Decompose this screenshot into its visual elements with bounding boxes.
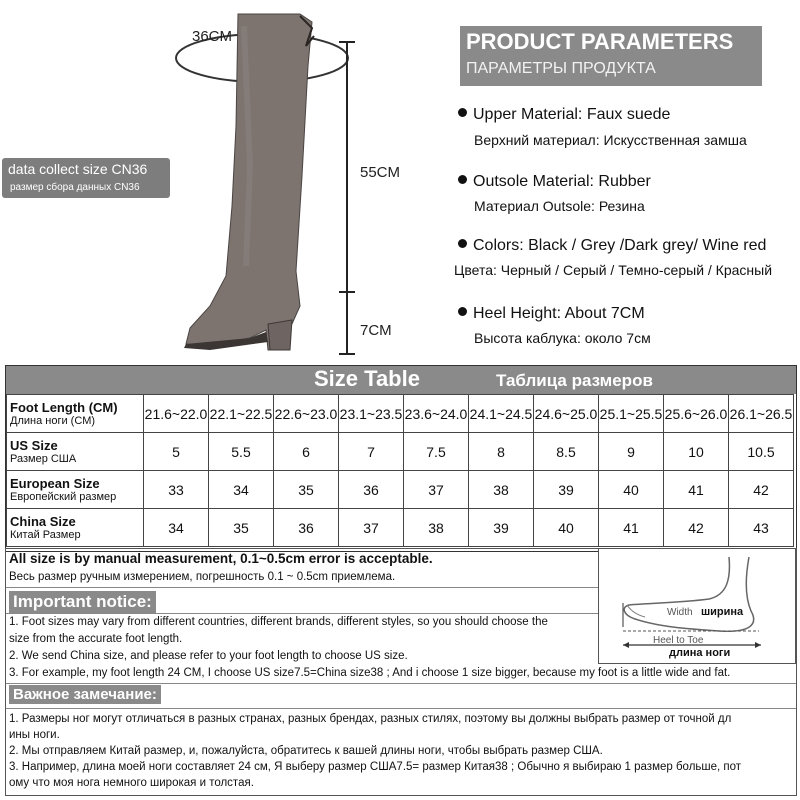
important-notice-banner-ru: Важное замечание: [9, 685, 161, 704]
table-cell: 5.5 [209, 433, 274, 471]
size-table [5, 365, 797, 552]
table-cell: 26.1~26.5 [729, 395, 794, 433]
measurement-note-ru: Весь размер ручным измерением, погрешность 0.1 ~ 0.5cm приемлема. [9, 571, 396, 583]
table-cell: 25.6~26.0 [664, 395, 729, 433]
bullet-icon [458, 175, 467, 184]
table-cell: 7 [339, 433, 404, 471]
table-cell: 43 [729, 509, 794, 547]
param-heel-height: Heel Height: About 7CM [458, 305, 645, 323]
table-row [7, 395, 794, 433]
table-row [7, 433, 794, 471]
table-cell: 25.1~25.5 [599, 395, 664, 433]
shaft-height-label: 55CM [360, 164, 401, 181]
size-table-title-ru: Таблица размеров [496, 371, 653, 390]
width-label-en: Width [667, 607, 693, 618]
param-outsole-material: Outsole Material: Rubber [458, 173, 651, 191]
notice-line-en-3: 2. We send China size, and please refer to your foot length to choose US size. [9, 650, 408, 662]
table-cell: 22.1~22.5 [209, 395, 274, 433]
notice-line-en-1: 1. Foot sizes may vary from different countries, different brands, different styles, so you should choose the [9, 616, 548, 628]
table-row [7, 471, 794, 509]
table-cell: 8 [469, 433, 534, 471]
measurement-note-en: All size is by manual measurement, 0.1~0.5cm error is acceptable. [9, 551, 433, 566]
table-cell: 40 [599, 471, 664, 509]
table-cell: 22.6~23.0 [274, 395, 339, 433]
row-header: European Size Европейский размер [7, 471, 144, 509]
heel-height-label: 7CM [360, 322, 392, 339]
table-cell: 40 [534, 509, 599, 547]
param-heel-height-ru: Высота каблука: около 7см [474, 330, 651, 346]
table-cell: 10 [664, 433, 729, 471]
heel-to-toe-label-en: Heel to Toe [653, 635, 704, 646]
width-label-ru: ширина [701, 606, 744, 618]
size-table-header [6, 366, 796, 394]
table-cell: 21.6~22.0 [144, 395, 209, 433]
table-cell: 37 [339, 509, 404, 547]
table-cell: 7.5 [404, 433, 469, 471]
param-upper-material-ru: Верхний материал: Искусственная замша [474, 132, 747, 148]
param-colors: Colors: Black / Grey /Dark grey/ Wine red [458, 237, 766, 255]
notice-line-ru-1: 1. Размеры ног могут отличаться в разных странах, разных брендах, разных стилях, поэтому вы должны выбрать размер от точной дл [9, 713, 732, 725]
collect-en: data collect size CN36 [8, 161, 148, 177]
important-notice-banner: Important notice: [9, 591, 156, 613]
table-row [7, 509, 794, 547]
table-cell: 35 [274, 471, 339, 509]
table-cell: 5 [144, 433, 209, 471]
product-parameters-header [460, 26, 762, 86]
data-collect-badge [2, 158, 170, 198]
row-header: China Size Китай Размер [7, 509, 144, 547]
table-cell: 38 [404, 509, 469, 547]
table-cell: 9 [599, 433, 664, 471]
table-cell: 8.5 [534, 433, 599, 471]
foot-measure-diagram [598, 548, 796, 664]
bullet-icon [458, 307, 467, 316]
size-table-title-en: Size Table [314, 366, 420, 391]
notice-line-ru-3: 2. Мы отправляем Китай размер, и, пожалуйста, обратитесь к вашей длины ноги, чтобы выбрать размер США. [9, 745, 603, 757]
table-cell: 41 [599, 509, 664, 547]
table-cell: 39 [469, 509, 534, 547]
table-cell: 24.1~24.5 [469, 395, 534, 433]
table-cell: 37 [404, 471, 469, 509]
table-cell: 23.1~23.5 [339, 395, 404, 433]
table-cell: 42 [664, 509, 729, 547]
notice-line-ru-5: ому что моя нога немного широкая и толстая. [9, 777, 254, 789]
notice-line-ru-4: 3. Например, длина моей ноги составляет 24 см, Я выберу размер США7.5= размер Китая38 ; Обычно я выбираю 1 размер больше, пот [9, 761, 742, 773]
table-cell: 34 [209, 471, 274, 509]
row-header: US Size Размер США [7, 433, 144, 471]
notice-line-en-4: 3. For example, my foot length 24 CM, I choose US size7.5=China size38 ; And i choose 1 size bigger, because my foot is a little wide and fat. [9, 667, 731, 679]
param-upper-material: Upper Material: Faux suede [458, 106, 670, 124]
param-colors-ru: Цвета: Черный / Серый / Темно-серый / Красный [454, 262, 773, 278]
table-cell: 23.6~24.0 [404, 395, 469, 433]
divider [6, 683, 796, 684]
collect-ru: размер сбора данных CN36 [10, 182, 140, 193]
table-cell: 10.5 [729, 433, 794, 471]
table-cell: 24.6~25.0 [534, 395, 599, 433]
table-cell: 34 [144, 509, 209, 547]
boot-illustration [150, 6, 430, 358]
param-outsole-material-ru: Материал Outsole: Резина [474, 198, 645, 214]
table-cell: 35 [209, 509, 274, 547]
bullet-icon [458, 108, 467, 117]
table-cell: 36 [339, 471, 404, 509]
table-cell: 39 [534, 471, 599, 509]
params-title-en: PRODUCT PARAMETERS [466, 29, 734, 54]
notice-line-en-2: size from the accurate foot length. [9, 633, 183, 645]
table-cell: 41 [664, 471, 729, 509]
table-cell: 38 [469, 471, 534, 509]
size-grid [6, 394, 794, 547]
notice-line-ru-2: ины ноги. [9, 729, 60, 741]
divider [6, 708, 796, 709]
bullet-icon [458, 239, 467, 248]
table-cell: 6 [274, 433, 339, 471]
row-header: Foot Length (CM) Длина ноги (CM) [7, 395, 144, 433]
table-cell: 42 [729, 471, 794, 509]
params-title-ru: ПАРАМЕТРЫ ПРОДУКТА [466, 60, 656, 77]
heel-to-toe-label-ru: длина ноги [669, 647, 731, 659]
table-cell: 36 [274, 509, 339, 547]
circumference-label: 36CM [192, 28, 233, 45]
table-cell: 33 [144, 471, 209, 509]
